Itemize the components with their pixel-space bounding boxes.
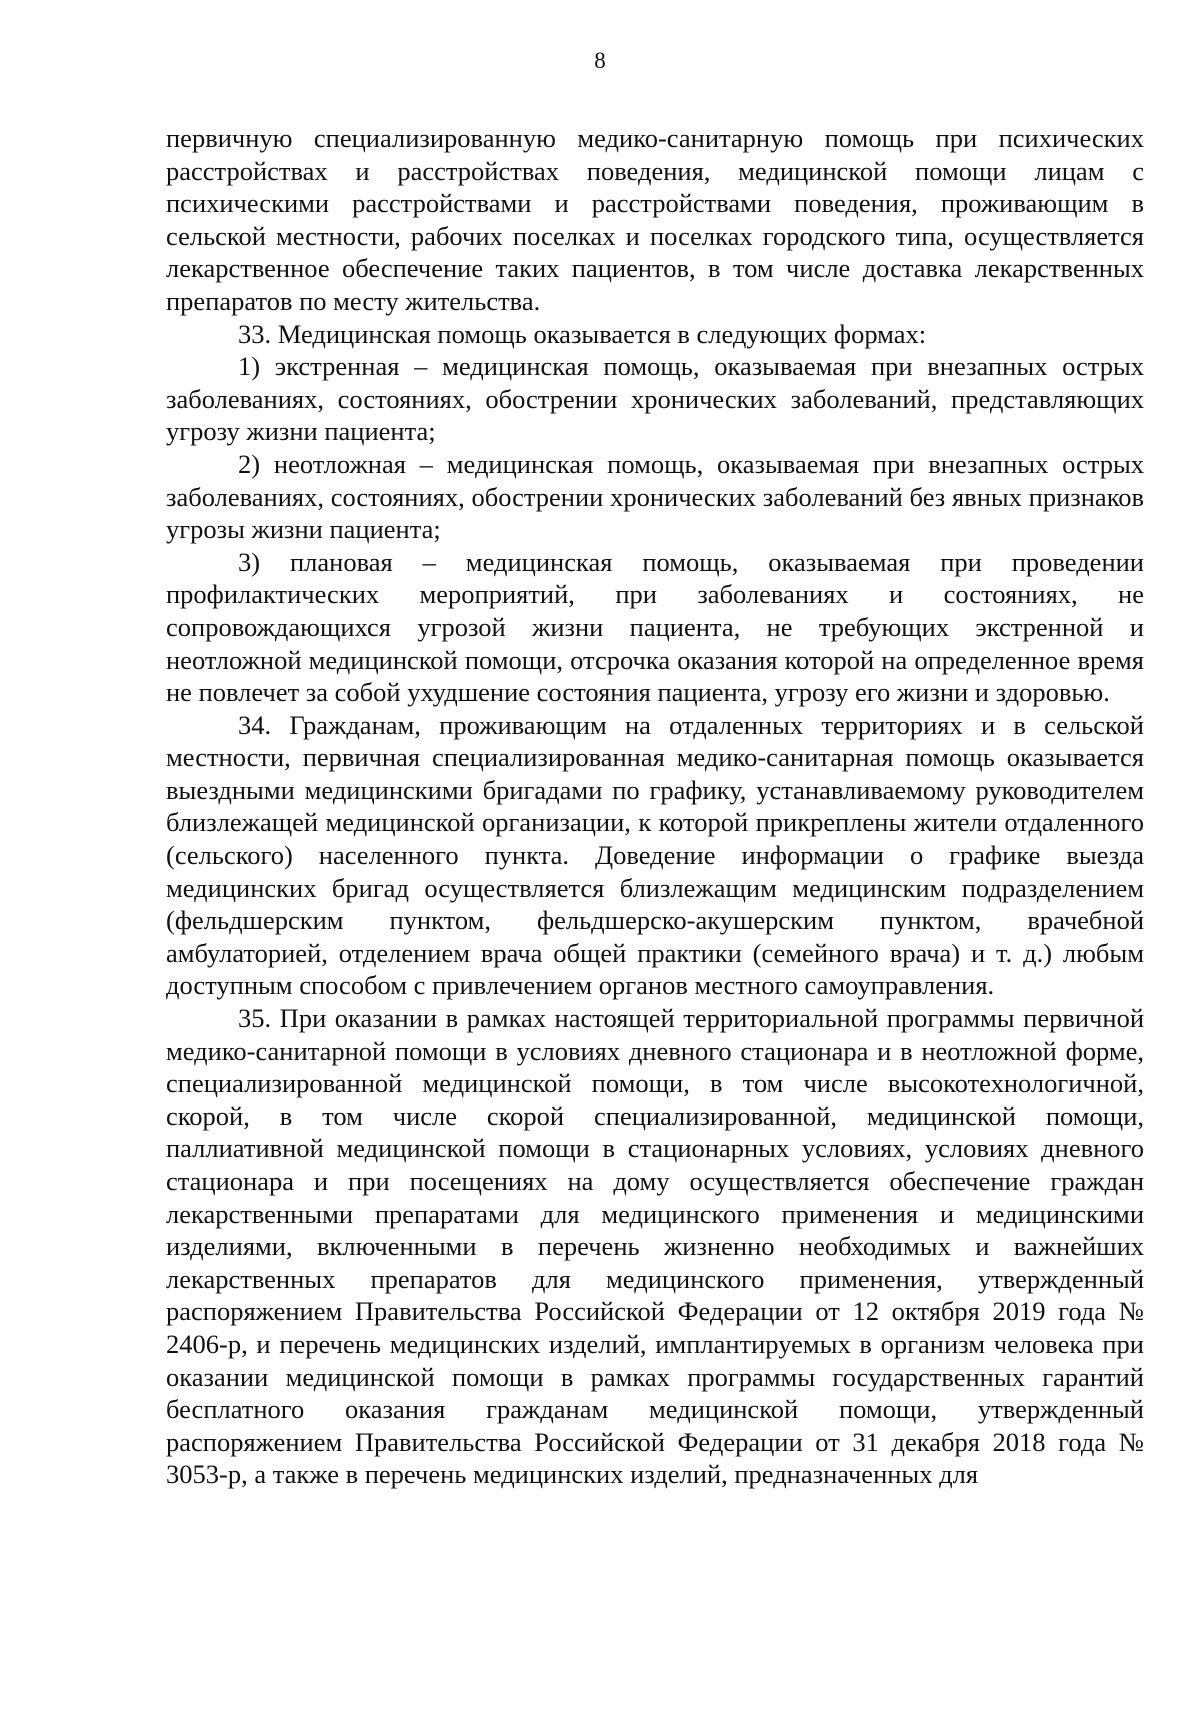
paragraph-34: 34. Гражданам, проживающим на отдаленных территориях и в сельской местности, первичная специализированная медико-санитарная помощь оказывается выездными медицинскими бригадами по графику, устанавливаемому руководителем близлежащей медицинской организации, к которой прикреплены жители отдаленного (сельского) населенного пункта. Доведение информации о графике выезда медицинских бригад осуществляется близлежащим медицинским подразделением (фельдшерским пунктом, фельдшерско-акушерским пунктом, врачебной амбулаторией, отделением врача общей практики (семейного врача) и т. д.) любым доступным способом с привлечением органов местного самоуправления. bbox=[166, 709, 1144, 1001]
paragraph-33: 33. Медицинская помощь оказывается в следующих формах: bbox=[238, 318, 927, 349]
paragraph-continuation: первичную специализированную медико-санитарную помощь при психических расстройствах и расстройствах поведения, медицинской помощи лицам с психическими расстройствами и расстройствами поведения, проживающим в сельской местности, рабочих поселках и поселках городского типа, осуществляется лекарственное обеспечение таких пациентов, в том числе доставка лекарственных препаратов по месту жительства. bbox=[166, 123, 1144, 316]
paragraph-35: 35. При оказании в рамках настоящей территориальной программы первичной медико-санитарной помощи в условиях дневного стационара и в неотложной форме, специализированной медицинской помощи, в том числе высокотехнологичной, скорой, в том числе скорой специализированной, медицинской помощи, паллиативной медицинской помощи в стационарных условиях, условиях дневного стационара и при посещениях на дому осуществляется обеспечение граждан лекарственными препаратами для медицинского применения и медицинскими изделиями, включенными в перечень жизненно необходимых и важнейших лекарственных препаратов для медицинского применения, утвержденный распоряжением Правительства Российской Федерации от 12 октября 2019 года № 2406-р, и перечень медицинских изделий, имплантируемых в организм человека при оказании медицинской помощи в рамках программы государственных гарантий бесплатного оказания гражданам медицинской помощи, утвержденный распоряжением Правительства Российской Федерации от 31 декабря 2018 года № 3053-р, а также в перечень медицинских изделий, предназначенных для bbox=[166, 1003, 1144, 1490]
paragraph-33-item-3: 3) плановая – медицинская помощь, оказываемая при проведении профилактических мероприятий, при заболеваниях и состояниях, не сопровождающихся угрозой жизни пациента, не требующих экстренной и неотложной медицинской помощи, отсрочка оказания которой на определенное время не повлечет за собой ухудшение состояния пациента, угрозу его жизни и здоровью. bbox=[166, 546, 1144, 708]
document-body bbox=[166, 122, 1144, 1491]
paragraph-33-item-2: 2) неотложная – медицинская помощь, оказываемая при внезапных острых заболеваниях, состояниях, обострении хронических заболеваний без явных признаков угрозы жизни пациента; bbox=[166, 448, 1144, 545]
page-number: 8 bbox=[594, 48, 606, 73]
paragraph-33-item-1: 1) экстренная – медицинская помощь, оказываемая при внезапных острых заболеваниях, состояниях, обострении хронических заболеваний, представляющих угрозу жизни пациента; bbox=[166, 351, 1144, 447]
